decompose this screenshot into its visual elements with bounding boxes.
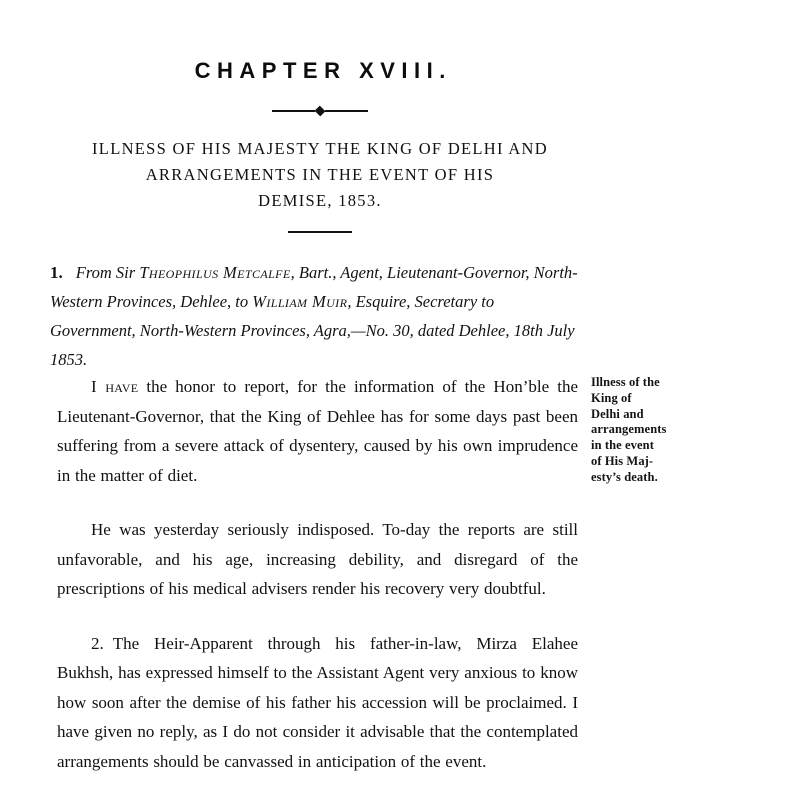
chapter-title: CHAPTER XVIII.	[194, 58, 452, 83]
diamond-icon	[315, 106, 326, 117]
marginal-note-line-7: esty’s death.	[591, 469, 658, 484]
marginal-note-line-2: King of	[591, 390, 632, 405]
body-column	[57, 372, 578, 776]
paragraph-3-text: The Heir-Apparent through his father-in-law, Mirza Elahee Bukhsh, has expressed himself to the Assistant Agent very anxious to know how soon after the demise of his father his accession will be proclaimed. I have given no reply, as I do not consider it advisable that the contemplated arrangements should be canvassed in anticipation of the event.	[57, 633, 578, 771]
paragraph-1-text: the honor to report, for the information of the Hon’ble the Lieutenant-Governor, that the King of Dehlee has for some days past been suffering from a severe attack of dysentery, caused by his own imprudence in the matter of diet.	[57, 377, 578, 485]
marginal-note-line-6: of His Maj-	[591, 453, 654, 468]
marginal-note-line-3: Delhi and	[591, 406, 644, 421]
marginal-note	[591, 375, 701, 486]
paragraph-3	[57, 629, 578, 777]
chapter-subtitle-line-3: DEMISE, 1853.	[258, 191, 382, 210]
marginal-note-line-1: Illness of the	[591, 375, 660, 389]
paragraph-1-lead: I have	[91, 377, 139, 396]
paragraph-3-number: 2.	[91, 633, 104, 653]
marginal-note-line-4: arrangements	[591, 422, 667, 437]
citation-part-2: , Bart., Agent, Lieutenant-Governor, North-Western Provinces, Dehlee, to	[50, 263, 578, 311]
marginal-note-line-5: in the event	[591, 438, 654, 453]
citation-part-3: , Esquire, Secretary to Government, North-Western Provinces, Agra,—No. 30, dated Dehlee, 18th July 1853.	[50, 292, 575, 369]
diamond-ornament-divider	[0, 107, 640, 115]
section-divider-rule	[288, 231, 352, 233]
chapter-subtitle-line-1: ILLNESS OF HIS MAJESTY THE KING OF DELHI AND	[92, 139, 548, 158]
citation-part-1: From Sir	[75, 263, 140, 282]
citation-text	[50, 263, 578, 369]
citation-number: 1.	[50, 263, 63, 282]
paragraph-2-text: He was yesterday seriously indisposed. To-day the reports are still unfavorable, and his age, increasing debility, and disregard of the prescriptions of his medical advisers render his recovery very doubtful.	[57, 520, 578, 598]
chapter-subtitle	[0, 136, 640, 214]
chapter-subtitle-line-2: ARRANGEMENTS IN THE EVENT OF HIS	[145, 165, 495, 184]
citation-name-muir: William Muir	[252, 292, 348, 311]
citation-name-metcalfe: Theophilus Metcalfe	[139, 263, 291, 282]
paragraph-2	[57, 515, 578, 604]
paragraph-1	[57, 372, 578, 490]
divider-bar-left	[272, 110, 315, 112]
divider-bar-right	[325, 110, 368, 112]
letter-citation	[50, 258, 580, 374]
